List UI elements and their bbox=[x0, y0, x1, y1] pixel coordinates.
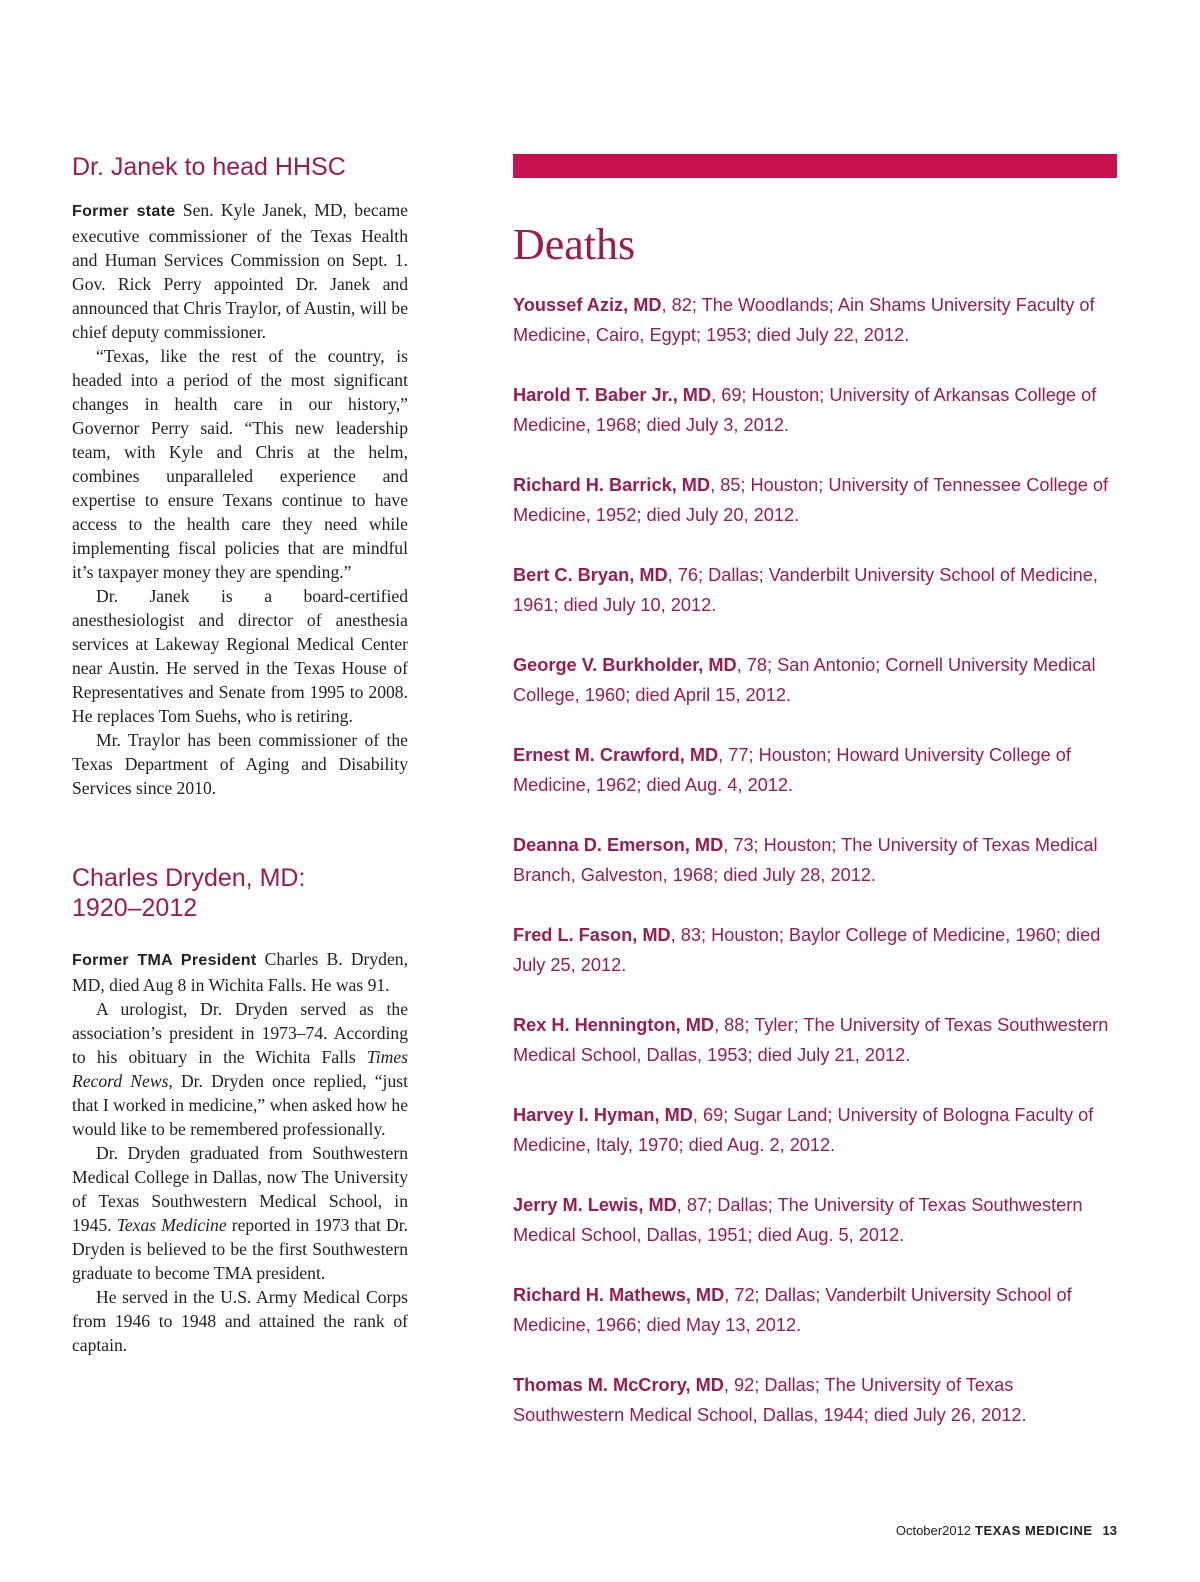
janek-paragraph-1: Former state Sen. Kyle Janek, MD, became executive commissioner of the Texas Health and Human Services Commission on Sept. 1. Gov. Rick Perry appointed Dr. Janek and announced that Chris Traylor, of Austin, will be chief deputy commissioner. bbox=[72, 200, 408, 342]
death-name: Richard H. Barrick, MD bbox=[513, 475, 711, 495]
dryden-paragraph-4: He served in the U.S. Army Medical Corps from 1946 to 1948 and attained the rank of captain. bbox=[72, 1287, 408, 1355]
janek-lead-in: Former state bbox=[72, 203, 176, 220]
death-entry: Ernest M. Crawford, MD, 77; Houston; Howard University College of Medicine, 1962; died Aug. 4, 2012. bbox=[513, 745, 1071, 795]
dryden-lead-in: Former TMA President bbox=[72, 952, 257, 969]
dryden-paragraph-3: Dr. Dryden graduated from Southwestern Medical College in Dallas, now The University of Texas Southwestern Medical School, in 1945. Texas Medicine reported in 1973 that Dr. Dryden is believed to be the first Southwestern graduate to become TMA president. bbox=[72, 1143, 408, 1283]
issue-date: October2012 bbox=[895, 1523, 972, 1538]
dryden-paragraph-2: A urologist, Dr. Dryden served as the association’s president in 1973–74. According to his obituary in the Wichita Falls Times Record News, Dr. Dryden once replied, “just that I worked in medicine,” when asked how he would like to be remembered professionally. bbox=[72, 999, 408, 1139]
death-name: Fred L. Fason, MD bbox=[513, 925, 671, 945]
janek-paragraph-3: Dr. Janek is a board-certified anesthesiologist and director of anesthesia services at Lakeway Regional Medical Center near Austin. He served in the Texas House of Representatives and Senate from 1995 to 2008. He replaces Tom Suehs, who is retiring. bbox=[72, 586, 408, 726]
page-footer bbox=[896, 1523, 1117, 1538]
section-color-bar bbox=[513, 154, 1117, 178]
death-entry: Bert C. Bryan, MD, 76; Dallas; Vanderbilt University School of Medicine, 1961; died July 10, 2012. bbox=[513, 565, 1098, 615]
death-entry: Rex H. Hennington, MD, 88; Tyler; The University of Texas Southwestern Medical School, Dallas, 1953; died July 21, 2012. bbox=[513, 1015, 1109, 1065]
death-entry: Fred L. Fason, MD, 83; Houston; Baylor College of Medicine, 1960; died July 25, 2012. bbox=[513, 925, 1101, 975]
death-entry: Richard H. Barrick, MD, 85; Houston; University of Tennessee College of Medicine, 1952; died July 20, 2012. bbox=[513, 475, 1109, 525]
deaths-heading: Deaths bbox=[513, 220, 636, 269]
janek-article-body bbox=[72, 198, 408, 800]
death-entry: Jerry M. Lewis, MD, 87; Dallas; The University of Texas Southwestern Medical School, Dallas, 1951; died Aug. 5, 2012. bbox=[513, 1195, 1083, 1245]
dryden-article-body bbox=[72, 947, 408, 1357]
janek-paragraph-2: “Texas, like the rest of the country, is headed into a period of the most significant changes in health care in our history,” Governor Perry said. “This new leadership team, with Kyle and Chris at the helm, combines unparalleled experience and expertise to ensure Texans continue to have access to the health care they need while implementing fiscal policies that are mindful it’s taxpayer money they are spending.” bbox=[72, 346, 408, 582]
janek-paragraph-4: Mr. Traylor has been commissioner of the Texas Department of Aging and Disability Services since 2010. bbox=[72, 730, 408, 798]
deaths-list bbox=[513, 290, 1117, 1430]
left-column bbox=[72, 152, 408, 1357]
death-entry: Thomas M. McCrory, MD, 92; Dallas; The University of Texas Southwestern Medical School, Dallas, 1944; died July 26, 2012. bbox=[513, 1375, 1027, 1425]
death-name: Youssef Aziz, MD bbox=[513, 295, 662, 315]
death-name: George V. Burkholder, MD bbox=[513, 655, 737, 675]
death-name: Richard H. Mathews, MD bbox=[513, 1285, 725, 1305]
right-column bbox=[513, 154, 1117, 1460]
death-name: Harvey I. Hyman, MD bbox=[513, 1105, 693, 1125]
magazine-name: TEXAS MEDICINE bbox=[975, 1523, 1093, 1538]
dryden-paragraph-1: Former TMA President Charles B. Dryden, MD, died Aug 8 in Wichita Falls. He was 91. bbox=[72, 949, 408, 995]
death-name: Ernest M. Crawford, MD bbox=[513, 745, 719, 765]
death-name: Thomas M. McCrory, MD bbox=[513, 1375, 724, 1395]
death-name: Deanna D. Emerson, MD bbox=[513, 835, 724, 855]
death-name: Harold T. Baber Jr., MD bbox=[513, 385, 712, 405]
death-entry: Harold T. Baber Jr., MD, 69; Houston; University of Arkansas College of Medicine, 1968; died July 3, 2012. bbox=[513, 385, 1097, 435]
death-entry: Richard H. Mathews, MD, 72; Dallas; Vanderbilt University School of Medicine, 1966; died May 13, 2012. bbox=[513, 1285, 1072, 1335]
dryden-article-title: Charles Dryden, MD: 1920–2012 bbox=[72, 864, 306, 922]
page-number: 13 bbox=[1102, 1523, 1117, 1538]
death-name: Jerry M. Lewis, MD bbox=[513, 1195, 677, 1215]
death-name: Rex H. Hennington, MD bbox=[513, 1015, 715, 1035]
janek-article-title: Dr. Janek to head HHSC bbox=[72, 153, 346, 181]
death-entry: George V. Burkholder, MD, 78; San Antonio; Cornell University Medical College, 1960; died April 15, 2012. bbox=[513, 655, 1096, 705]
death-name: Bert C. Bryan, MD bbox=[513, 565, 668, 585]
death-entry: Harvey I. Hyman, MD, 69; Sugar Land; University of Bologna Faculty of Medicine, Italy, 1970; died Aug. 2, 2012. bbox=[513, 1105, 1094, 1155]
death-entry: Deanna D. Emerson, MD, 73; Houston; The University of Texas Medical Branch, Galveston, 1968; died July 28, 2012. bbox=[513, 835, 1098, 885]
death-entry: Youssef Aziz, MD, 82; The Woodlands; Ain Shams University Faculty of Medicine, Cairo, Egypt; 1953; died July 22, 2012. bbox=[513, 295, 1095, 345]
